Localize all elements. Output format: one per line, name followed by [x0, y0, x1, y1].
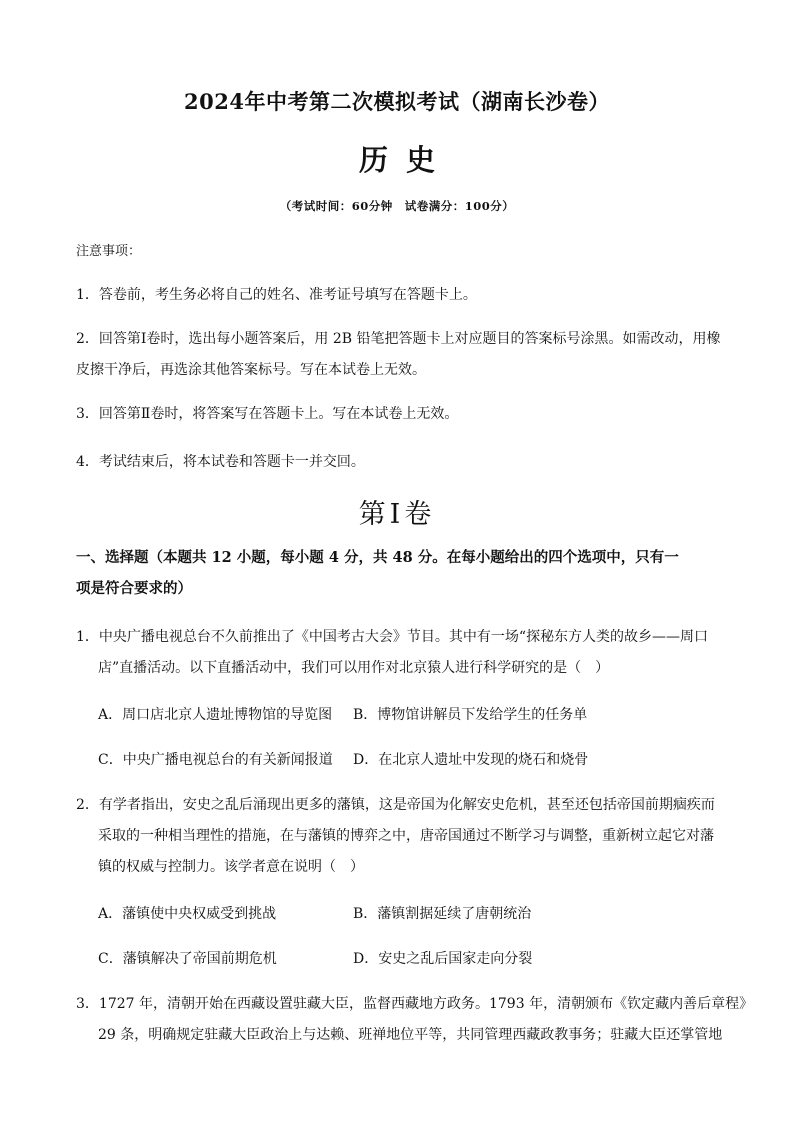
question-2-option-d: D．安史之乱后国家走向分裂: [353, 951, 533, 967]
question-3-stem-continued: 29 条，明确规定驻藏大臣政治上与达赖、班禅地位平等，共同管理西藏政教事务；驻藏大臣还掌管地: [98, 1027, 723, 1043]
question-1-stem: 1．中央广播电视总台不久前推出了《中国考古大会》节目。其中有一场“探秘东方人类的故乡——周口: [76, 629, 709, 645]
notice-heading: 注意事项：: [76, 244, 142, 259]
question-1-option-b: B．博物馆讲解员下发给学生的任务单: [353, 707, 588, 723]
question-3-stem: 3．1727 年，清朝开始在西藏设置驻藏大臣，监督西藏地方政务。1793 年，清朝颁布《钦定藏内善后章程》: [76, 996, 754, 1012]
question-2-option-b: B．藩镇割据延续了唐朝统治: [353, 906, 532, 922]
question-2-stem: 2．有学者指出，安史之乱后涌现出更多的藩镇，这是帝国为化解安史危机，甚至还包括帝国前期痼疾而: [76, 797, 715, 813]
question-1-option-d: D．在北京人遗址中发现的烧石和烧骨: [353, 752, 589, 768]
section-instruction-continued: 项是符合要求的）: [76, 580, 192, 597]
section-instruction: 一、选择题（本题共 12 小题，每小题 4 分，共 48 分。在每小题给出的四个选项中，只有一: [76, 549, 679, 566]
question-1-option-a: A．周口店北京人遗址博物馆的导览图: [98, 707, 333, 723]
question-2-stem-continued: 镇的权威与控制力。该学者意在说明（ ）: [98, 859, 364, 875]
subject-title: 历史: [358, 143, 453, 177]
question-2-option-a: A．藩镇使中央权威受到挑战: [98, 906, 277, 922]
notice-item: 2．回答第Ⅰ卷时，选出每小题答案后，用 2B 铅笔把答题卡上对应题目的答案标号涂黑。如需改动，用橡: [76, 331, 721, 347]
notice-item-continued: 皮擦干净后，再选涂其他答案标号。写在本试卷上无效。: [76, 362, 426, 378]
notice-item: 3．回答第Ⅱ卷时，将答案写在答题卡上。写在本试卷上无效。: [76, 406, 459, 422]
exam-info: （考试时间：60分钟 试卷满分：100分）: [279, 199, 515, 213]
exam-title: 2024年中考第二次模拟考试（湖南长沙卷）: [184, 89, 610, 114]
question-2-option-c: C．藩镇解决了帝国前期危机: [98, 951, 277, 967]
notice-item: 4．考试结束后，将本试卷和答题卡一并交回。: [76, 454, 365, 470]
question-1-stem-continued: 店”直播活动。以下直播活动中，我们可以用作对北京猿人进行科学研究的是（ ）: [98, 660, 610, 676]
section-title: 第Ⅰ卷: [358, 499, 436, 530]
question-1-option-c: C．中央广播电视总台的有关新闻报道: [98, 752, 333, 768]
question-2-stem-continued: 采取的一种相当理性的措施，在与藩镇的博弈之中，唐帝国通过不断学习与调整，重新树立起它对藩: [98, 828, 714, 844]
notice-item: 1．答卷前，考生务必将自己的姓名、准考证号填写在答题卡上。: [76, 287, 477, 303]
